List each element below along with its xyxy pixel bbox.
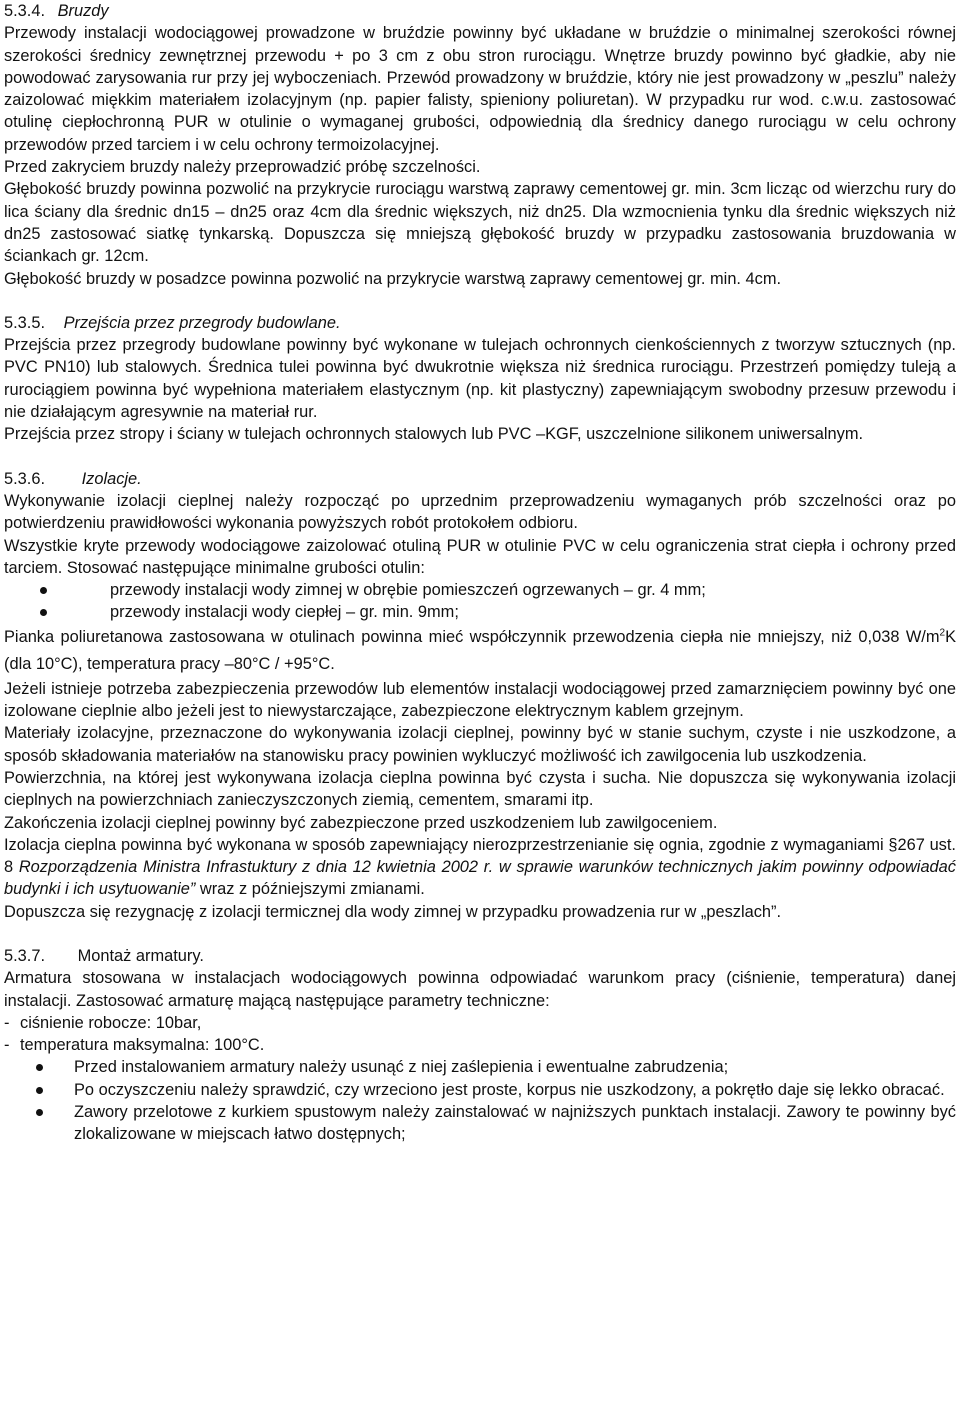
list-item: przewody instalacji wody ciepłej – gr. min. 9mm; xyxy=(4,601,956,623)
bullet-icon xyxy=(36,1087,43,1094)
paragraph: Zakończenia izolacji cieplnej powinny być zabezpieczone przed uszkodzeniem lub zawilgoceniem. xyxy=(4,813,718,832)
list-item: Po oczyszczeniu należy sprawdzić, czy wrzeciono jest proste, korpus nie uszkodzony, a pokrętło daje się lekko obracać. xyxy=(4,1079,956,1101)
paragraph: Głębokość bruzdy powinna pozwolić na przykrycie rurociągu warstwą zaprawy cementowej gr. min. 3cm licząc od wierzchu rury do lica ściany dla średnic dn15 – dn25 oraz 4cm dla średnic większych, niż dn25. Dla wzmocnienia tynku dla średnic większych niż dn25 zastosować siatkę tynkarską. Dopuszcza się mniejszą głębokość bruzdy w przypadku zastosowania bruzdowania w ściankach gr. 12cm. xyxy=(4,180,956,266)
section-number: 5.3.7. xyxy=(4,946,46,965)
paragraph: Przejścia przez przegrody budowlane powinny być wykonane w tulejach ochronnych cienkościennych z tworzyw sztucznych (np. PVC PN10) lub stalowych. Średnica tulei powinna być dwukrotnie większa niż średnica rurociągu. Przestrzeń pomiędzy tuleją a rurociągiem powinna być wypełniona materiałem elastycznym (np. kit plastyczny) zapewniającym swobodny przesuw przewodu i nie działającym agresywnie na materiał rur. xyxy=(4,336,956,422)
section-heading-5-3-6 xyxy=(4,468,956,490)
section-heading-5-3-7 xyxy=(4,945,956,967)
paragraph: Izolacja cieplna powinna być wykonana w sposób zapewniający nierozprzestrzenianie się ognia, zgodnie z wymaganiami §267 ust. 8 Rozporządzenia Ministra Infrastuktury z dnia 12 kwietnia 2002 r. w sprawie warunków technicznych jakim powinny odpowiadać budynki i ich usytuowanie” wraz z późniejszymi zmianami. xyxy=(4,835,956,899)
paragraph: Armatura stosowana w instalacjach wodociągowych powinna odpowiadać warunkom pracy (ciśnienie, temperatura) danej instalacji. Zastosować armaturę mającą następujące parametry techniczne: xyxy=(4,969,956,1010)
list-item: - temperatura maksymalna: 100°C. xyxy=(4,1036,265,1055)
section-title: Izolacje. xyxy=(81,469,142,488)
list-item: Przed instalowaniem armatury należy usunąć z niej zaślepienia i ewentualne zabrudzenia; xyxy=(4,1056,956,1078)
paragraph: Powierzchnia, na której jest wykonywana izolacja cieplna powinna być czysta i sucha. Nie dopuszcza się wykonywania izolacji cieplnych na powierzchniach zanieczyszczonych ziemią, cementem, smarami itp. xyxy=(4,768,956,810)
list-item: - ciśnienie robocze: 10bar, xyxy=(4,1013,202,1032)
section-heading-5-3-5 xyxy=(4,312,956,334)
section-number: 5.3.5. xyxy=(4,313,46,332)
paragraph: Pianka poliuretanowa zastosowana w otulinach powinna mieć współczynnik przewodzenia ciepła nie mniejszy, niż 0,038 $W/m^2K$ (dla 10°C), temperatura pracy –80°C / +95°C. xyxy=(4,627,956,673)
paragraph: Jeżeli istnieje potrzeba zabezpieczenia przewodów lub elementów instalacji wodociągowej przed zamarznięciem powinny być one izolowane cieplnie albo jeżeli jest to niewystarczające, zabezpieczone elektrycznym kablem grzejnym. xyxy=(4,679,956,721)
paragraph: Przejścia przez stropy i ściany w tulejach ochronnych stalowych lub PVC –KGF, uszczelnione silikonem uniwersalnym. xyxy=(4,425,864,444)
section-title: Przejścia przez przegrody budowlane. xyxy=(63,313,341,332)
bullet-icon xyxy=(36,1064,43,1071)
paragraph: Głębokość bruzdy w posadzce powinna pozwolić na przykrycie warstwą zaprawy cementowej gr. min. 4cm. xyxy=(4,269,782,288)
paragraph: Dopuszcza się rezygnację z izolacji termicznej dla wody zimnej w przypadku prowadzenia rur w „peszlach”. xyxy=(4,902,782,921)
paragraph: Materiały izolacyjne, przeznaczone do wykonywania izolacji cieplnej, powinny być w stanie suchym, czyste i nie uszkodzone, a sposób składowania materiałów na stanowisku pracy powinien wykluczyć możliwość ich zawilgocenia lub uszkodzenia. xyxy=(4,724,956,765)
paragraph: Wykonywanie izolacji cieplnej należy rozpocząć po uprzednim przeprowadzeniu wymaganych prób szczelności oraz po potwierdzeniu prawidłowości wykonania powyższych robót protokołem odbioru. xyxy=(4,491,956,533)
list-item: Zawory przelotowe z kurkiem spustowym należy zainstalować w najniższych punktach instalacji. Zawory te powinny być zlokalizowane w miejscach łatwo dostępnych; xyxy=(4,1101,956,1146)
section-title: Bruzdy xyxy=(57,2,109,20)
bullet-icon xyxy=(40,587,47,594)
section-number: 5.3.6. xyxy=(4,469,46,488)
paragraph: Przed zakryciem bruzdy należy przeprowadzić próbę szczelności. xyxy=(4,158,481,177)
section-title: Montaż armatury. xyxy=(77,946,204,965)
bullet-icon xyxy=(36,1109,43,1116)
paragraph: Wszystkie kryte przewody wodociągowe zaizolować otuliną PUR w otulinie PVC w celu ograniczenia strat ciepła i ochrony przed tarciem. Stosować następujące minimalne grubości otulin: xyxy=(4,536,956,577)
list-item: przewody instalacji wody zimnej w obrębie pomieszczeń ogrzewanych – gr. 4 mm; xyxy=(4,579,956,601)
section-heading-5-3-4 xyxy=(4,0,956,22)
section-number: 5.3.4. xyxy=(4,2,46,20)
paragraph: Przewody instalacji wodociągowej prowadzone w bruździe powinny być układane w bruździe o minimalnej szerokości równej szerokości średnicy zewnętrznej przewodu + po 3 cm z obu stron rurociągu. Wnętrze bruzdy powinno być gładkie, aby nie powodować zarysowania rur przy jej wyboczeniach. Przewód prowadzony w bruździe, który nie jest prowadzony w „peszlu” należy zaizolować miękkim materiałem izolacyjnym (np. papier falisty, spieniony poliuretan). W przypadku rur wod. c.w.u. zastosować otulinę ciepłochronną PUR w otulinie o wymaganej grubości, odpowiednią dla średnicy danego rurociągu w celu ochrony przewodów przed tarciem i w celu ochrony termoizolacyjnej. xyxy=(4,24,956,154)
bullet-icon xyxy=(40,609,47,616)
